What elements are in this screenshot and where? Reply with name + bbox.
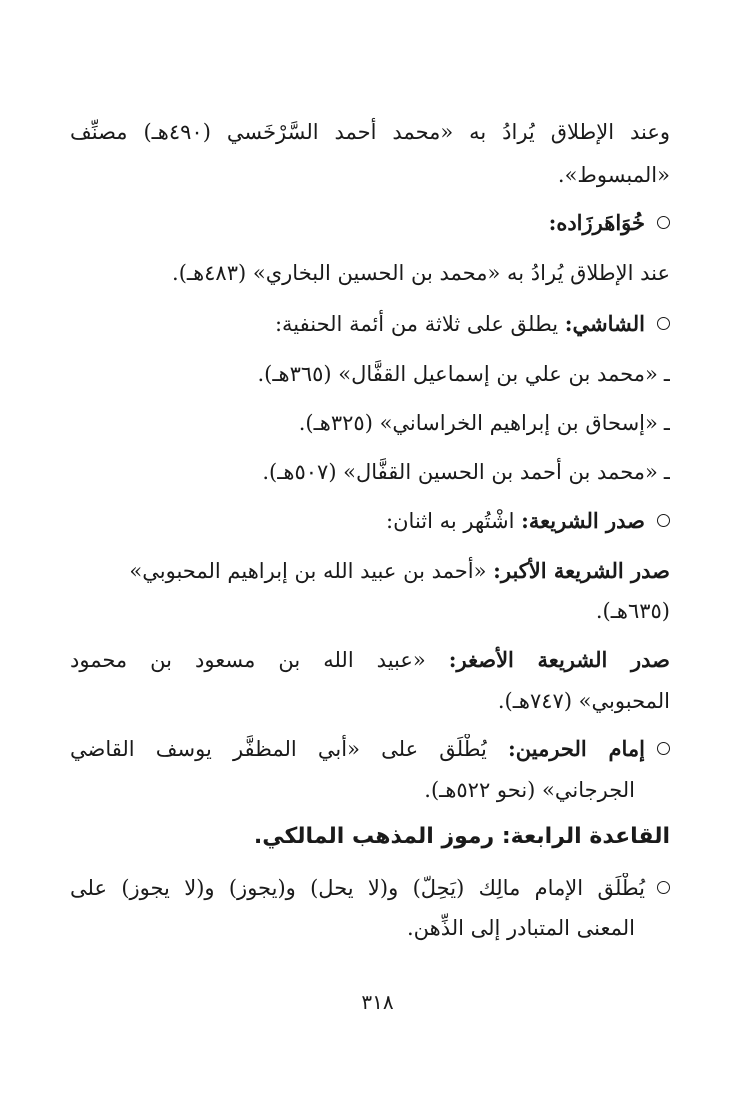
list-item-text: «محمد بن أحمد بن الحسين القفَّال» (٥٠٧هـ). <box>262 460 658 484</box>
dash-marker: ـ <box>663 362 670 386</box>
text-line: عند الإطلاق يُرادُ به «محمد بن الحسين البخاري» (٤٨٣هـ). <box>172 261 670 285</box>
circle-bullet-icon <box>657 317 670 330</box>
text-line: «المبسوط». <box>557 163 670 187</box>
entry-term: صدر الشريعة الأكبر: <box>493 558 670 583</box>
circle-bullet-icon <box>657 216 670 229</box>
entry-sadr-asghar <box>70 645 670 675</box>
list-item <box>70 359 670 389</box>
entry-term: صدر الشريعة الأصغر: <box>448 647 670 672</box>
text-line: الجرجاني» (نحو ٥٢٢هـ). <box>424 778 635 802</box>
text-line: وعند الإطلاق يُرادُ به «محمد أحمد السَّرْخَسي (٤٩٠هـ) مصنِّف <box>70 120 670 144</box>
entry-term: صدر الشريعة: <box>521 508 645 533</box>
entry-imam-al-haramayn <box>70 734 670 764</box>
entry-sadr-akbar <box>70 556 670 586</box>
entry-text: يُطْلَق الإمام مالِك (يَحِلّ) و(لا يحل) و(يجوز) و(لا يجوز) على <box>70 876 645 900</box>
page-number: ٣١٨ <box>361 990 394 1014</box>
entry-khwaharzadah <box>70 208 670 238</box>
text-line: (٦٣٥هـ). <box>595 599 670 623</box>
entry-shashi <box>70 309 670 339</box>
entry-text: «أحمد بن عبيد الله بن إبراهيم المحبوبي» <box>129 559 487 583</box>
list-item <box>70 408 670 438</box>
section-heading: القاعدة الرابعة: رموز المذهب المالكي. <box>253 824 670 849</box>
entry-malik <box>70 873 670 903</box>
list-item-text: «محمد بن علي بن إسماعيل القفَّال» (٣٦٥هـ). <box>257 362 658 386</box>
entry-text: اشْتُهر به اثنان: <box>386 509 515 533</box>
entry-term: خُوَاهَرزَاده: <box>548 210 645 235</box>
dash-marker: ـ <box>663 411 670 435</box>
list-item <box>70 457 670 487</box>
entry-text: «عبيد الله بن مسعود بن محمود <box>70 648 426 672</box>
entry-text: يطلق على ثلاثة من أئمة الحنفية: <box>274 312 559 336</box>
entry-term: إمام الحرمين: <box>508 736 645 761</box>
text-line: المحبوبي» (٧٤٧هـ). <box>497 689 670 713</box>
entry-text: يُطْلَق على «أبي المظفَّر يوسف القاضي <box>70 737 487 761</box>
entry-term: الشاشي: <box>564 311 645 336</box>
circle-bullet-icon <box>657 514 670 527</box>
circle-bullet-icon <box>657 881 670 894</box>
list-item-text: «إسحاق بن إبراهيم الخراساني» (٣٢٥هـ). <box>298 411 658 435</box>
circle-bullet-icon <box>657 742 670 755</box>
text-line: المعنى المتبادر إلى الذِّهن. <box>406 916 635 940</box>
entry-sadr-al-sharia <box>70 506 670 536</box>
dash-marker: ـ <box>663 460 670 484</box>
